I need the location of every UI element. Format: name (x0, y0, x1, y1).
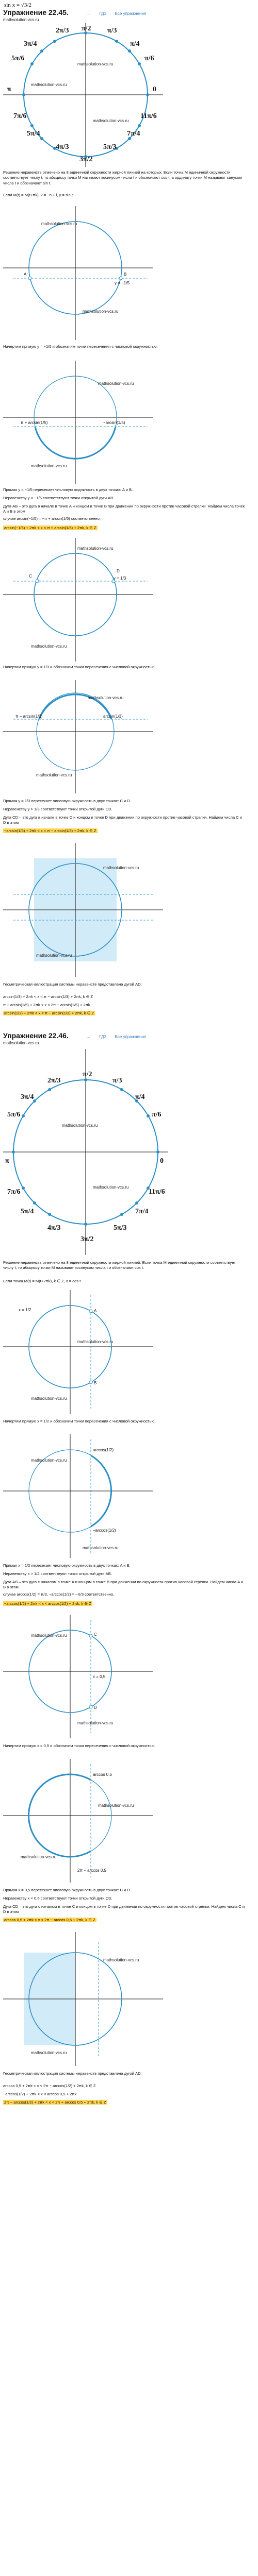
point-d-label: D (117, 569, 120, 573)
watermark: mathsolution-vcs.ru (36, 953, 72, 958)
point-a-label: A (24, 272, 27, 277)
paragraph: случае arccos(1/2) = π/3, −arccos(1/2) = −π/3 соответственно, (3, 1592, 115, 1597)
paragraph: Начертим прямую y = 1/3 и обозначим точки пересечения с числовой окружностью. (3, 665, 156, 669)
answer-highlight: arcsin(1/3) + 2πk < x < π − arcsin(1/3) + 2πk, k ∈ Z (4, 1011, 94, 1015)
label-7pi-over-4: 7π/4 (135, 1208, 149, 1215)
formula-row: Если M(t) = M(t+πk), k = −n + l, y = sin t (3, 193, 73, 197)
label-pi: π (7, 86, 11, 93)
label-5pi-over-3: 5π/3 (114, 1224, 127, 1232)
watermark: mathsolution-vcs.ru (77, 1721, 114, 1725)
label-7pi-over-4: 7π/4 (127, 130, 140, 138)
label-pi-over-3: π/3 (107, 27, 117, 35)
answer-row (3, 1011, 246, 1016)
paragraph: Прямая y = 1/3 пересекает числовую окружность в двух точках: C и D. (3, 799, 131, 803)
all-exercises-link[interactable]: Все упражнения (115, 11, 147, 16)
label-7pi-over-6: 7π/6 (13, 112, 27, 120)
answer-highlight: −arccos(1/2) + 2πk < x < arccos(1/2) + 2πk, k ∈ Z (4, 1601, 91, 1606)
label-pi-over-3: π/3 (112, 1077, 122, 1084)
formula-row: arcsin(1/3) + 2πk < x < π − arcsin(1/3) + 2πk, k ∈ Z (3, 994, 93, 999)
watermark: mathsolution-vcs.ru (41, 222, 77, 226)
paragraph: Дуга AB – это дуга с началом в точке A и концом в точке B при движении по окружности против часовой стрелки. Найдем числа A и B в этом (3, 1580, 244, 1590)
paragraph: Прямая x = 1/2 пересекает числовую окружность в двух точках: A и B. (3, 1563, 131, 1568)
answer-row (3, 1601, 246, 1606)
exercise-title: Упражнение 22.45. (3, 8, 69, 16)
formula-row: Если точка M(t) = M(t+2πk), k ∈ Z, x = cos t (3, 1279, 81, 1283)
watermark: mathsolution-vcs.ru (88, 696, 124, 700)
formula-row: arccos 0,5 + 2πk < x < 2π − arccos(1/2) + 2πk, k ∈ Z (3, 2083, 96, 2088)
watermark: mathsolution-vcs.ru (103, 1958, 139, 1962)
label-3pi-over-2: 3π/2 (79, 156, 93, 163)
answer-highlight: 2π − arccos(1/2) + 2πk < x < 2π + arccos 0,5 + 2πk, k ∈ Z (4, 2100, 106, 2105)
arc-label: π + arcsin(1/5) (21, 420, 48, 425)
exercise-title: Упражнение 22.46. (3, 1031, 69, 1040)
watermark: mathsolution-vcs.ru (31, 464, 67, 468)
paragraph: Геометрическая иллюстрация системы неравенств представлена дугой AD: (3, 982, 142, 987)
watermark: mathsolution-vcs.ru (31, 644, 67, 649)
system-diagram (3, 843, 168, 977)
answer-highlight: arcsin(−1/5) + 2πk < x < π + arcsin(1/5) + 2πk, k ∈ Z (4, 526, 96, 530)
arc-label: arccos(1/2) (93, 1448, 114, 1452)
inequality-diagram-2 (3, 1434, 158, 1558)
watermark: mathsolution-vcs.ru (98, 1803, 134, 1808)
point-b-label: B (124, 272, 127, 277)
paragraph: Начертим прямую x = 0,5 и обозначим точки пересечения с числовой окружностью. (3, 1743, 156, 1748)
label-3pi-over-4: 3π/4 (21, 1093, 34, 1101)
formula-row: π + arcsin(1/5) + 2πk < x < 2π − arcsin(1/5) + 2πk (3, 1003, 90, 1007)
watermark: mathsolution-vcs.ru (83, 309, 119, 314)
label-3pi-over-4: 3π/4 (24, 40, 37, 48)
label-2pi-over-3: 2π/3 (56, 27, 69, 35)
system-diagram (3, 1932, 168, 2066)
watermark: mathsolution-vcs.ru (103, 866, 139, 870)
paragraph: Дуга AB – это дуга в начале в точке A и концом в точке B при движении по окружности против часовой стрелки. Найдем числа точек A и B в этом (3, 504, 245, 514)
watermark: mathsolution-vcs.ru (21, 1855, 57, 1859)
watermark: mathsolution-vcs.ru (31, 82, 67, 87)
label-pi-over-4: π/4 (135, 1093, 145, 1101)
paragraph: Дуга CD – это дуга с началом в точке C и концом в точке D при движении по окружности против часовой стрелки. Найдем числа C и D в этом (3, 1904, 245, 1914)
label-4pi-over-3: 4π/3 (56, 143, 69, 151)
paragraph: Прямая x = 0,5 пересекает числовую окружность в двух точках: C и D. (3, 1888, 131, 1892)
label-pi: π (5, 1157, 9, 1165)
book-link[interactable]: ГДЗ (99, 1035, 107, 1039)
label-5pi-over-3: 5π/3 (103, 143, 117, 151)
paragraph: Решение неравенств отмечено на 8 единичной окружности жирной линией на которых. Если точка M единичной окружности соответствует числу t, то абсциссу точки M называют косинусом числа t и обозначают cos t, а ординату точки M называют синусом числа t и обозначают sin t. (3, 170, 242, 185)
label-pi-over-2: π/2 (83, 1071, 92, 1078)
toolbar (87, 1035, 153, 1039)
back-link[interactable]: ← (87, 1035, 91, 1039)
label-5pi-over-6: 5π/6 (11, 55, 25, 62)
answer-row (3, 828, 246, 834)
label-11pi-over-6: 11π/6 (140, 112, 157, 120)
line-label: y = −1/5 (115, 281, 130, 285)
label-4pi-over-3: 4π/3 (47, 1224, 61, 1232)
inequality-diagram-4 (3, 1759, 158, 1883)
label-pi-over-6: π/6 (152, 1111, 162, 1118)
watermark: mathsolution-vcs.ru (31, 1458, 67, 1463)
arc-label: π − arcsin(1/3) (15, 714, 43, 719)
paragraph: случае arcsin(−1/5) = −π + arcsin(1/5) соответственно, (3, 516, 101, 521)
inequality-diagram-3 (3, 538, 158, 662)
line-label: y = 1/3 (114, 576, 126, 581)
watermark: mathsolution-vcs.ru (36, 773, 72, 777)
paragraph: Начертим прямую y = −1/5 и обозначим точки пересечения с числовой окружностью. (3, 344, 158, 349)
paragraph: Дуга CD – это дуга в начале в точке C и концом в точке D при движении по окружности против часовой стрелки. Найдем числа C и D в этом (3, 815, 243, 825)
label-5pi-over-4: 5π/4 (27, 130, 40, 138)
arc-label: −arccos(1/2) (93, 1528, 116, 1533)
label-pi-over-2: π/2 (82, 25, 91, 32)
arc-label: −arcsin(1/5) (103, 420, 125, 425)
paragraph: Начертим прямую x = 1/2 и обозначим точки пересечения с числовой окружностью. (3, 1419, 156, 1423)
label-pi-over-4: π/4 (130, 40, 140, 48)
watermark: mathsolution-vcs.ru (3, 1041, 39, 1045)
all-exercises-link[interactable]: Все упражнения (115, 1035, 147, 1039)
watermark: mathsolution-vcs.ru (31, 1633, 67, 1638)
arc-label: arccos 0,5 (93, 1772, 112, 1777)
answer-row (3, 1918, 246, 1923)
book-link[interactable]: ГДЗ (99, 11, 107, 16)
paragraph: Неравенству x < 0,5 соответствуют точки открытой дуги CD. (3, 1896, 112, 1901)
answer-highlight: −arcsin(1/3) + 2πk < x < π − arcsin(1/3) + 2πk, k ∈ Z (4, 828, 96, 833)
watermark: mathsolution-vcs.ru (77, 546, 114, 551)
toolbar (87, 11, 153, 16)
back-link[interactable]: ← (87, 11, 91, 16)
watermark: mathsolution-vcs.ru (83, 1546, 119, 1550)
answer-row (3, 2100, 246, 2105)
label-7pi-over-6: 7π/6 (7, 1188, 21, 1196)
label-pi-over-6: π/6 (144, 55, 154, 62)
inequality-diagram-4 (3, 680, 158, 793)
arc-label: 2π − arccos 0,5 (77, 1868, 106, 1873)
watermark: mathsolution-vcs.ru (93, 1185, 129, 1190)
point-a-label: A (94, 1309, 97, 1313)
label-3pi-over-2: 3π/2 (80, 1235, 94, 1243)
paragraph: Решение неравенств отмечено на 8 единичной окружности жирной линией. Если точка M единичной окружности соответствует числу t, то абсциссу точки M называют косинусом числа t и обозначают cos t. (3, 1260, 236, 1270)
watermark: mathsolution-vcs.ru (77, 1340, 114, 1344)
point-d-label: D (94, 1705, 97, 1710)
answer-row (3, 526, 246, 531)
inequality-diagram-3 (3, 1615, 158, 1738)
label-zero: 0 (160, 1157, 164, 1165)
label-2pi-over-3: 2π/3 (47, 1077, 61, 1084)
label-11pi-over-6: 11π/6 (149, 1188, 165, 1196)
watermark: mathsolution-vcs.ru (31, 2050, 67, 2055)
watermark: mathsolution-vcs.ru (31, 1396, 67, 1401)
answer-highlight: arccos 0,5 + 2πk < x < 2π − arccos 0,5 + 2πk, k ∈ Z (4, 1918, 95, 1922)
paragraph: Неравенству y < −1/5 соответствуют точки открытой дуги AB. (3, 496, 115, 500)
watermark: mathsolution-vcs.ru (98, 381, 134, 386)
point-c-label: C (29, 574, 32, 579)
point-c-label: C (94, 1632, 97, 1637)
watermark: mathsolution-vcs.ru (77, 62, 114, 66)
top-formula: sin x = √3/2 (4, 2, 31, 8)
paragraph: Неравенству x > 1/2 соответствуют точки открытой дуги AB. (3, 1571, 112, 1576)
watermark: mathsolution-vcs.ru (62, 1123, 98, 1128)
label-5pi-over-4: 5π/4 (21, 1208, 34, 1215)
unit-circle-diagram (3, 1049, 173, 1255)
formula-row: −arccos(1/2) + 2πk < x < arccos 0,5 + 2πk (3, 2092, 77, 2096)
paragraph: Прямая y = −1/5 пересекает числовую окружность в двух точках: A и B. (3, 487, 133, 492)
line-label: x = 0,5 (93, 1674, 106, 1679)
label-zero: 0 (153, 86, 156, 93)
point-b-label: B (94, 1381, 97, 1385)
watermark: mathsolution-vcs.ru (93, 118, 129, 123)
arc-label: arcsin(1/3) (103, 714, 123, 719)
paragraph: Геометрическая иллюстрация системы неравенств представлена дугой AD: (3, 2071, 142, 2076)
paragraph: Неравенству y > 1/3 соответствуют точки открытой дуги CD. (3, 807, 112, 811)
watermark: mathsolution-vcs.ru (3, 18, 39, 22)
label-5pi-over-6: 5π/6 (7, 1111, 21, 1118)
line-label: x = 1/2 (19, 1308, 31, 1312)
